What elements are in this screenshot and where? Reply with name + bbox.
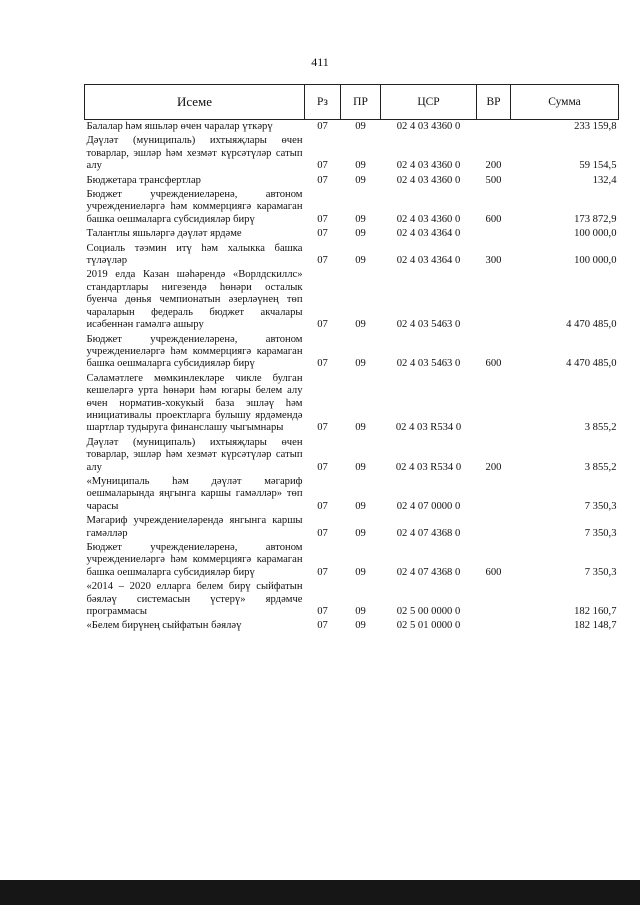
row-vr: 600 (485, 566, 502, 578)
row-rz: 07 (317, 620, 328, 632)
row-vr (477, 120, 511, 135)
column-header-vr: ВР (477, 85, 511, 120)
row-sum: 4 470 485,0 (566, 319, 617, 331)
row-pr: 09 (355, 213, 366, 225)
row-sum: 173 872,9 (574, 213, 617, 225)
table-row (85, 514, 619, 541)
row-pr: 09 (355, 255, 366, 267)
row-rz: 07 (317, 160, 328, 172)
row-csr: 02 4 03 4360 0 (396, 121, 461, 132)
table-row (85, 227, 619, 241)
row-pr: 09 (355, 461, 366, 473)
table-row (85, 120, 619, 135)
row-pr: 09 (355, 620, 366, 632)
row-rz: 07 (317, 121, 328, 132)
row-name: «Белем бирүнең сыйфатын бәяләү (86, 620, 242, 632)
table-row (85, 333, 619, 372)
row-csr: 02 5 01 0000 0 (396, 620, 461, 632)
row-vr (477, 475, 511, 514)
row-csr: 02 4 03 R534 0 (395, 422, 462, 434)
row-rz: 07 (317, 174, 328, 186)
row-rz: 07 (317, 566, 328, 578)
row-pr: 09 (355, 121, 366, 132)
row-pr: 09 (355, 606, 366, 618)
table-row (85, 242, 619, 269)
column-header-name: Исеме (85, 85, 305, 120)
table-row (85, 134, 619, 173)
row-name: Мәгариф учреждениеләрендә янгынга каршы гамәлләр (86, 515, 303, 539)
row-sum: 182 148,7 (574, 620, 617, 632)
row-pr: 09 (355, 228, 366, 240)
row-sum: 3 855,2 (584, 422, 617, 434)
page-number: 411 (311, 55, 329, 69)
table-header-row (85, 85, 619, 120)
row-rz: 07 (317, 319, 328, 331)
row-rz: 07 (317, 527, 328, 539)
row-pr: 09 (355, 422, 366, 434)
table-row (85, 436, 619, 475)
row-vr (477, 372, 511, 436)
row-name: Бюджет учреждениеләренә, автоном учреждениеләргә һәм коммерциягә карамаган башка оешмаларга субсидияләр бирү (86, 542, 303, 578)
row-csr: 02 4 03 4364 0 (396, 255, 461, 267)
table-row (85, 268, 619, 332)
row-pr: 09 (355, 527, 366, 539)
row-csr: 02 4 07 4368 0 (396, 527, 461, 539)
row-name: 2019 елда Казан шәһәрендә «Ворлдскиллс» стандартлары нигезендә һөнәри осталык буенча дөнья чемпионатын әзерләүнең төп чараларын федераль бюджет акчалары исәбеннән гамәлгә ашыру (86, 269, 303, 331)
row-rz: 07 (317, 255, 328, 267)
row-pr: 09 (355, 500, 366, 512)
row-sum: 7 350,3 (584, 500, 617, 512)
row-vr (477, 268, 511, 332)
row-rz: 07 (317, 606, 328, 618)
table-row (85, 619, 619, 633)
row-rz: 07 (317, 500, 328, 512)
row-sum: 7 350,3 (584, 566, 617, 578)
row-name: Талантлы яшьләргә дәүләт ярдәме (86, 228, 242, 240)
column-header-sum: Сумма (511, 85, 619, 120)
row-name: Дәүләт (муниципаль) ихтыяҗлары өчен товарлар, эшләр һәм хезмәт күрсәтүләр сатып алу (86, 135, 303, 172)
row-vr (477, 619, 511, 633)
row-pr: 09 (355, 174, 366, 186)
row-pr: 09 (355, 358, 366, 370)
table-row (85, 580, 619, 619)
row-sum: 100 000,0 (574, 255, 617, 267)
table-row (85, 541, 619, 580)
row-sum: 182 160,7 (574, 606, 617, 618)
row-vr (477, 514, 511, 541)
row-csr: 02 4 07 4368 0 (396, 566, 461, 578)
row-name: Бюджет учреждениеләренә, автоном учреждениеләргә һәм коммерциягә карамаган башка оешмаларга субсидияләр бирү (86, 333, 303, 370)
row-rz: 07 (317, 228, 328, 240)
table-row (85, 174, 619, 188)
row-vr: 600 (485, 213, 502, 225)
row-name: Дәүләт (муниципаль) ихтыяҗлары өчен товарлар, эшләр һәм хезмәт күрсәтүләр сатып алу (86, 436, 303, 473)
row-rz: 07 (317, 422, 328, 434)
row-vr: 600 (485, 358, 502, 370)
row-sum: 132,4 (592, 174, 617, 186)
row-sum: 233 159,8 (574, 121, 617, 132)
row-pr: 09 (355, 160, 366, 172)
row-sum: 7 350,3 (584, 527, 617, 539)
row-name: Бюджетара трансфертлар (86, 174, 201, 186)
row-vr: 500 (485, 174, 502, 186)
budget-table (84, 84, 619, 634)
row-rz: 07 (317, 461, 328, 473)
row-name: Сәламәтлеге мөмкинлекләре чикле булган кешеләргә урта һөнәри һәм югары белем алу өчен норматив-хокукый база эшләү һәм инициативалы проектларга булышу ярдәмендә шартлар тудыруга финанслашу чыгымнары (86, 372, 303, 434)
column-header-rz: Рз (305, 85, 341, 120)
row-name: «2014 – 2020 елларга белем бирү сыйфатын бәяләү системасын үстерү» ярдәмче программасы (86, 581, 303, 618)
row-sum: 4 470 485,0 (566, 358, 617, 370)
row-csr: 02 4 03 4364 0 (396, 228, 461, 240)
row-vr: 200 (485, 160, 502, 172)
row-csr: 02 4 03 4360 0 (396, 174, 461, 186)
row-rz: 07 (317, 358, 328, 370)
row-vr (477, 580, 511, 619)
column-header-pr: ПР (341, 85, 381, 120)
row-vr: 200 (485, 461, 502, 473)
row-csr: 02 4 03 5463 0 (396, 358, 461, 370)
column-header-csr: ЦСР (381, 85, 477, 120)
row-sum: 3 855,2 (584, 461, 617, 473)
row-csr: 02 4 03 4360 0 (396, 213, 461, 225)
row-csr: 02 5 00 0000 0 (396, 606, 461, 618)
row-name: Бюджет учреждениеләренә, автоном учреждениеләргә һәм коммерциягә карамаган башка оешмаларга субсидияләр бирү (86, 189, 303, 225)
row-csr: 02 4 03 R534 0 (395, 461, 462, 473)
row-csr: 02 4 03 4360 0 (396, 160, 461, 172)
table-row (85, 372, 619, 436)
row-rz: 07 (317, 213, 328, 225)
row-name: Социаль тәэмин итү һәм халыкка башка түләүләр (86, 242, 303, 267)
row-name: «Муниципаль һәм дәүләт мәгариф оешмаларында яңгынга каршы гамәлләр» төп чарасы (86, 475, 303, 512)
row-vr (477, 227, 511, 241)
scan-edge-band (0, 880, 640, 905)
table-row (85, 475, 619, 514)
row-pr: 09 (355, 319, 366, 331)
row-vr: 300 (485, 255, 502, 267)
row-pr: 09 (355, 566, 366, 578)
row-csr: 02 4 03 5463 0 (396, 319, 461, 331)
row-sum: 100 000,0 (574, 228, 617, 240)
table-row (85, 188, 619, 227)
row-sum: 59 154,5 (579, 160, 617, 172)
row-csr: 02 4 07 0000 0 (396, 500, 461, 512)
row-name: Балалар һәм яшьләр өчен чаралар үткәрү (86, 121, 273, 132)
